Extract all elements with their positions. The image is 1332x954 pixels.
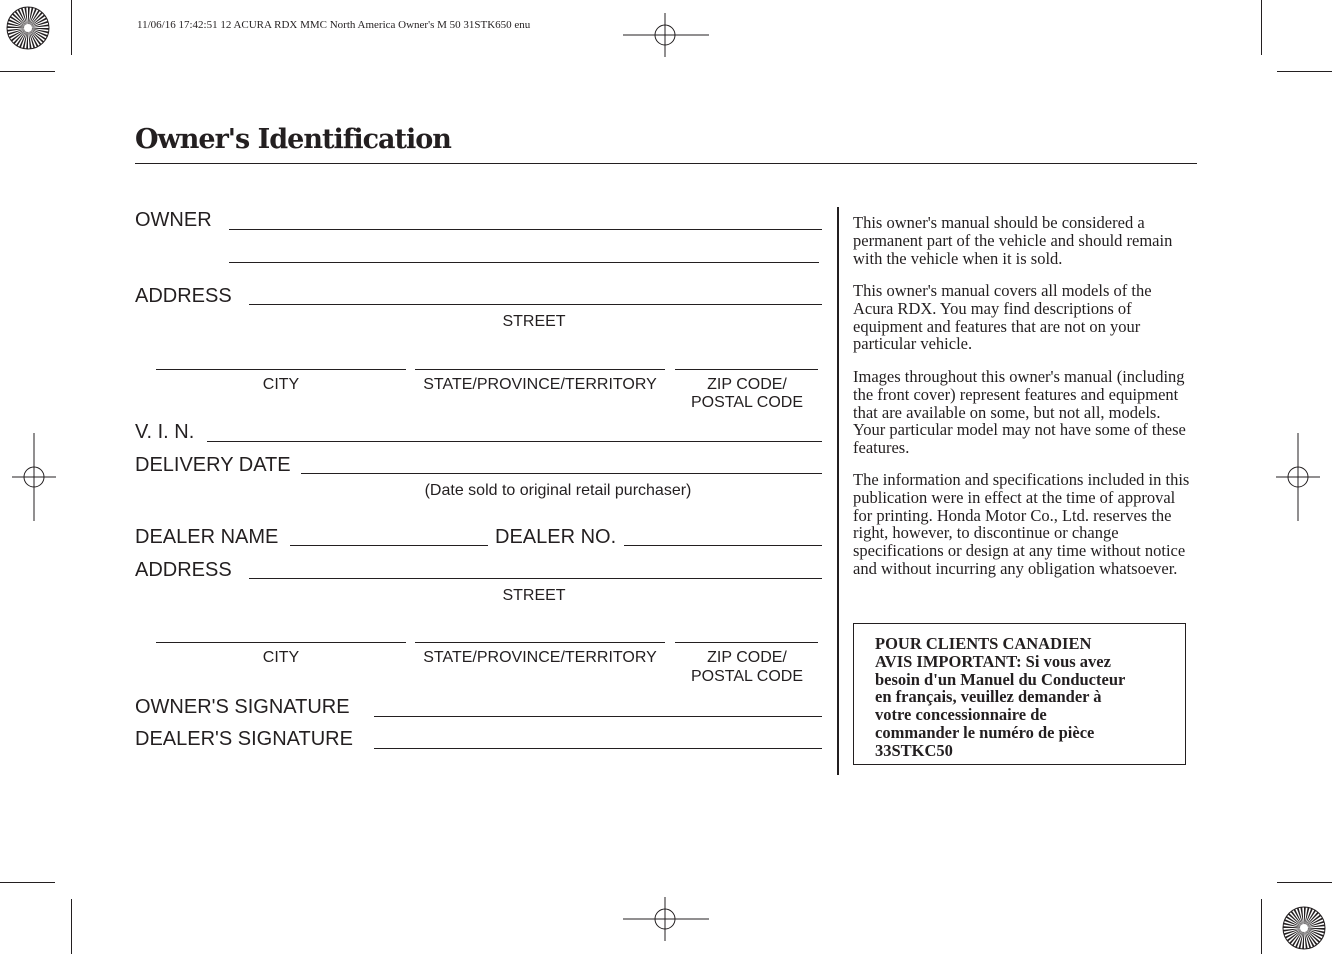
info-paragraph: Images throughout this owner's manual (including the front cover) represent features and equipment that are available on some, but not all, models. Your particular model may not have some of these features. <box>853 367 1186 458</box>
street-caption: STREET <box>502 587 566 604</box>
owner-line-2[interactable] <box>229 262 819 263</box>
dealer-signature-label: DEALER'S SIGNATURE <box>135 728 353 750</box>
delivery-date-label: DELIVERY DATE <box>135 454 291 476</box>
column-divider <box>837 207 839 775</box>
city-caption: CITY <box>262 649 300 666</box>
crop-mark <box>1261 899 1262 954</box>
notice-line: en français, veuillez demander à <box>875 687 1102 707</box>
notice-line: POUR CLIENTS CANADIEN <box>875 634 1092 653</box>
delivery-date-line[interactable] <box>301 473 822 474</box>
address-street-line[interactable] <box>249 304 822 305</box>
delivery-note: (Date sold to original retail purchaser) <box>424 482 692 499</box>
info-paragraph: The information and specifications included in this publication were in effect at the time of approval for printing. Honda Motor Co., Ltd. reserves the right, however, to discontinue or change specifications or design at any time without notice and without incurring any obligation whatsoever. <box>853 470 1190 578</box>
crop-mark <box>1261 0 1262 55</box>
owner-line[interactable] <box>229 229 822 230</box>
postal-caption: POSTAL CODE <box>690 668 804 685</box>
dealer-zip-line[interactable] <box>675 642 818 643</box>
postal-caption: POSTAL CODE <box>690 394 804 411</box>
starburst-target-icon <box>1282 906 1326 950</box>
page-title: Owner's Identification <box>135 124 451 155</box>
state-caption: STATE/PROVINCE/TERRITORY <box>423 649 657 666</box>
starburst-target-icon <box>6 6 50 50</box>
dealer-address-label: ADDRESS <box>135 559 232 581</box>
dealer-no-label: DEALER NO. <box>495 526 617 548</box>
notice-line: AVIS IMPORTANT: Si vous avez <box>875 651 1111 671</box>
owner-label: OWNER <box>135 209 212 231</box>
registration-mark-icon <box>621 13 711 57</box>
zip-line[interactable] <box>675 369 818 370</box>
crop-mark <box>1277 71 1332 72</box>
print-info: 11/06/16 17:42:51 12 ACURA RDX MMC North America Owner's M 50 31STK650 enu <box>137 19 531 31</box>
zip-caption: ZIP CODE/ <box>707 649 787 666</box>
address-label: ADDRESS <box>135 285 232 307</box>
dealer-name-line[interactable] <box>290 545 488 546</box>
canadian-notice-text <box>875 635 1125 760</box>
state-line[interactable] <box>415 369 665 370</box>
vin-line[interactable] <box>207 441 822 442</box>
notice-line: 33STKC50 <box>875 740 953 760</box>
dealer-city-line[interactable] <box>156 642 406 643</box>
dealer-no-line[interactable] <box>624 545 822 546</box>
crop-mark <box>1277 882 1332 883</box>
street-caption: STREET <box>502 313 566 330</box>
vin-label: V. I. N. <box>135 421 195 443</box>
zip-caption: ZIP CODE/ <box>707 376 787 393</box>
notice-line: besoin d'un Manuel du Conducteur <box>875 669 1126 689</box>
crop-mark <box>0 882 55 883</box>
dealer-name-label: DEALER NAME <box>135 526 279 548</box>
canadian-notice-box <box>853 623 1186 765</box>
dealer-state-line[interactable] <box>415 642 665 643</box>
title-rule <box>135 163 1197 164</box>
owner-signature-line[interactable] <box>374 716 822 717</box>
state-caption: STATE/PROVINCE/TERRITORY <box>423 376 657 393</box>
owner-signature-label: OWNER'S SIGNATURE <box>135 696 350 718</box>
city-caption: CITY <box>262 376 300 393</box>
info-paragraph: This owner's manual covers all models of the Acura RDX. You may find descriptions of equipment and features that are not on your particular vehicle. <box>853 281 1152 354</box>
dealer-street-line[interactable] <box>249 578 822 579</box>
notice-line: commander le numéro de pièce <box>875 722 1095 742</box>
notice-line: votre concessionnaire de <box>875 705 1047 725</box>
dealer-signature-line[interactable] <box>374 748 822 749</box>
info-paragraph: This owner's manual should be considered a permanent part of the vehicle and should remain with the vehicle when it is sold. <box>853 213 1173 268</box>
registration-mark-icon <box>621 897 711 941</box>
crop-mark <box>0 71 55 72</box>
registration-mark-icon <box>12 433 56 521</box>
crop-mark <box>71 899 72 954</box>
crop-mark <box>71 0 72 55</box>
city-line[interactable] <box>156 369 406 370</box>
registration-mark-icon <box>1276 433 1320 521</box>
